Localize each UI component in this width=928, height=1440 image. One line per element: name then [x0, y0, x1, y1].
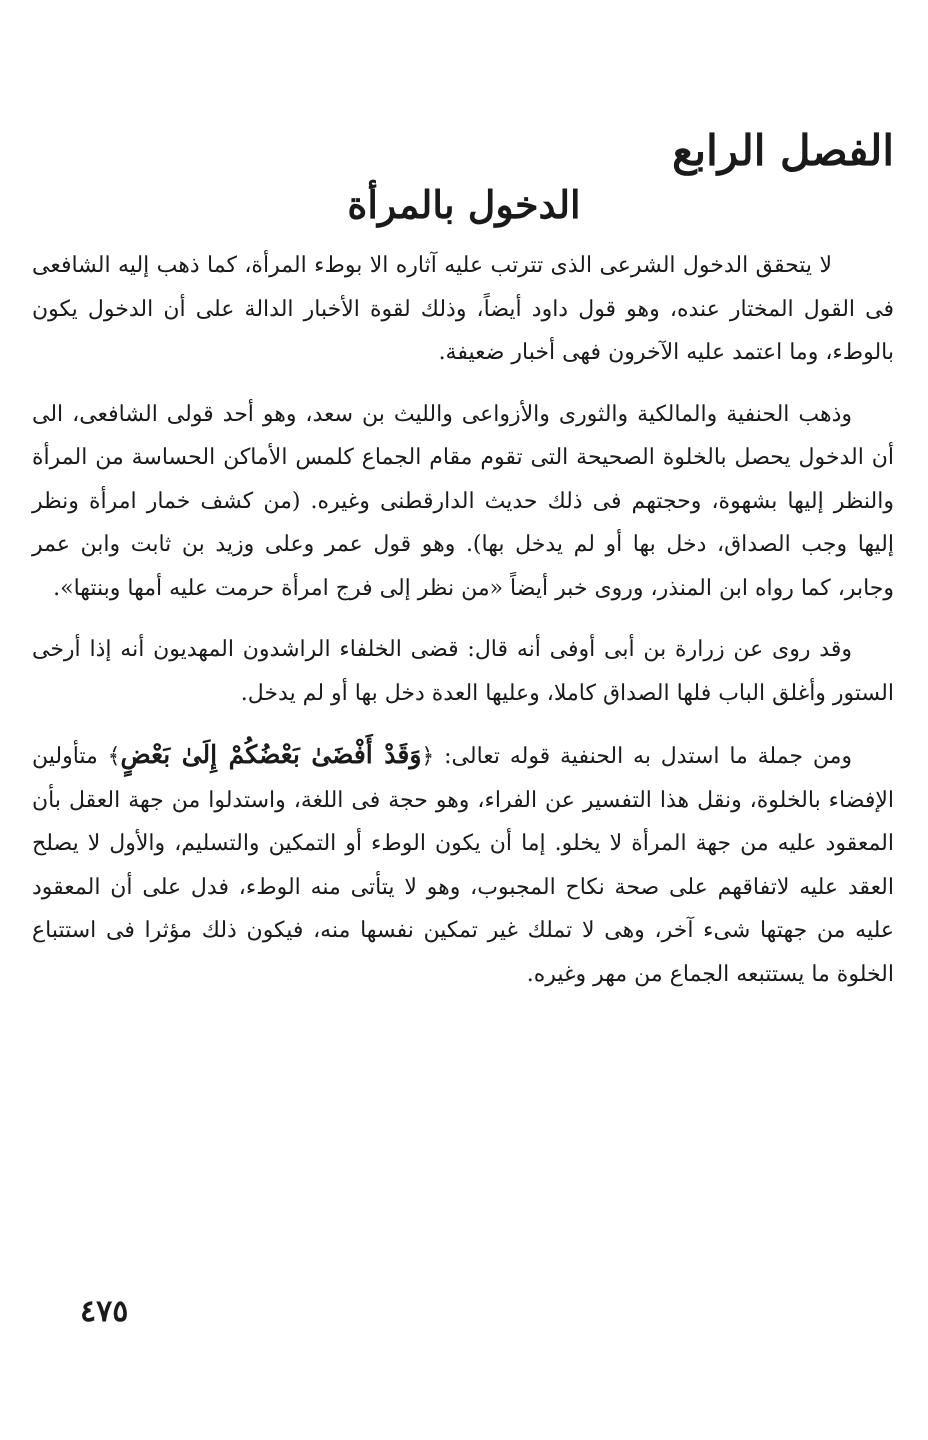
quran-verse: وَقَدْ أَفْضَىٰ بَعْضُكُمْ إِلَىٰ بَعْضٍ	[120, 740, 422, 769]
paragraph-1: لا يتحقق الدخول الشرعى الذى تترتب عليه آثاره الا بوطء المرأة، كما ذهب إليه الشافعى فى القول المختار عنده، وهو قول داود أيضاً، وذلك لقوة الأخبار الدالة على أن الدخول يكون بالوطء، وما اعتمد عليه الآخرون فهى أخبار ضعيفة.	[32, 253, 894, 365]
paragraph-4-after-verse: ﴾ متأولين الإفضاء بالخلوة، ونقل هذا التفسير عن الفراء، وهو حجة فى اللغة، واستدلوا من جهة العقل بأن المعقود عليه من جهة المرأة لا يخلو. إما أن يكون الوطء أو التمكين والتسليم، والأول لا يصلح العقد عليه لاتفاقهم على صحة نكاح المجبوب، وهو لا يتأتى منه الوطء، فدل على أن المعقود عليه من جهتها شىء آخر، وهى لا تملك غير تمكين نفسها منه، فيكون ذلك مؤثرا فى استتباع الخلوة ما يستتبعه الجماع من مهر وغيره.	[32, 744, 894, 987]
chapter-title: الفصل الرابع	[672, 126, 894, 175]
paragraph-3: وقد روى عن زرارة بن أبى أوفى أنه قال: قضى الخلفاء الراشدون المهديون أنه إذا أرخى الستور وأغلق الباب فلها الصداق كاملا، وعليها العدة دخل بها أو لم يدخل.	[32, 637, 894, 706]
body-text	[32, 244, 894, 1014]
paragraph-2: وذهب الحنفية والمالكية والثورى والأزواعى والليث بن سعد، وهو أحد قولى الشافعى، الى أن الدخول يحصل بالخلوة الصحيحة التى تقوم مقام الجماع كلمس الأماكن الحساسة من المرأة والنظر إليها بشهوة، وحجتهم فى ذلك حديث الدارقطنى وغيره. (من كشف خمار امرأة ونظر إليها وجب الصداق، دخل بها أو لم يدخل بها). وهو قول عمر وعلى وزيد بن ثابت وابن عمر وجابر، كما رواه ابن المنذر، وروى خبر أيضاً «من نظر إلى فرج امرأة حرمت عليه أمها وبنتها».	[32, 401, 894, 601]
paragraph-4-before-verse: ومن جملة ما استدل به الحنفية قوله تعالى: ﴿	[421, 744, 852, 769]
page-number: ٤٧٥	[80, 1294, 129, 1329]
section-title: الدخول بالمرأة	[347, 182, 581, 227]
paragraph-4	[32, 733, 894, 996]
